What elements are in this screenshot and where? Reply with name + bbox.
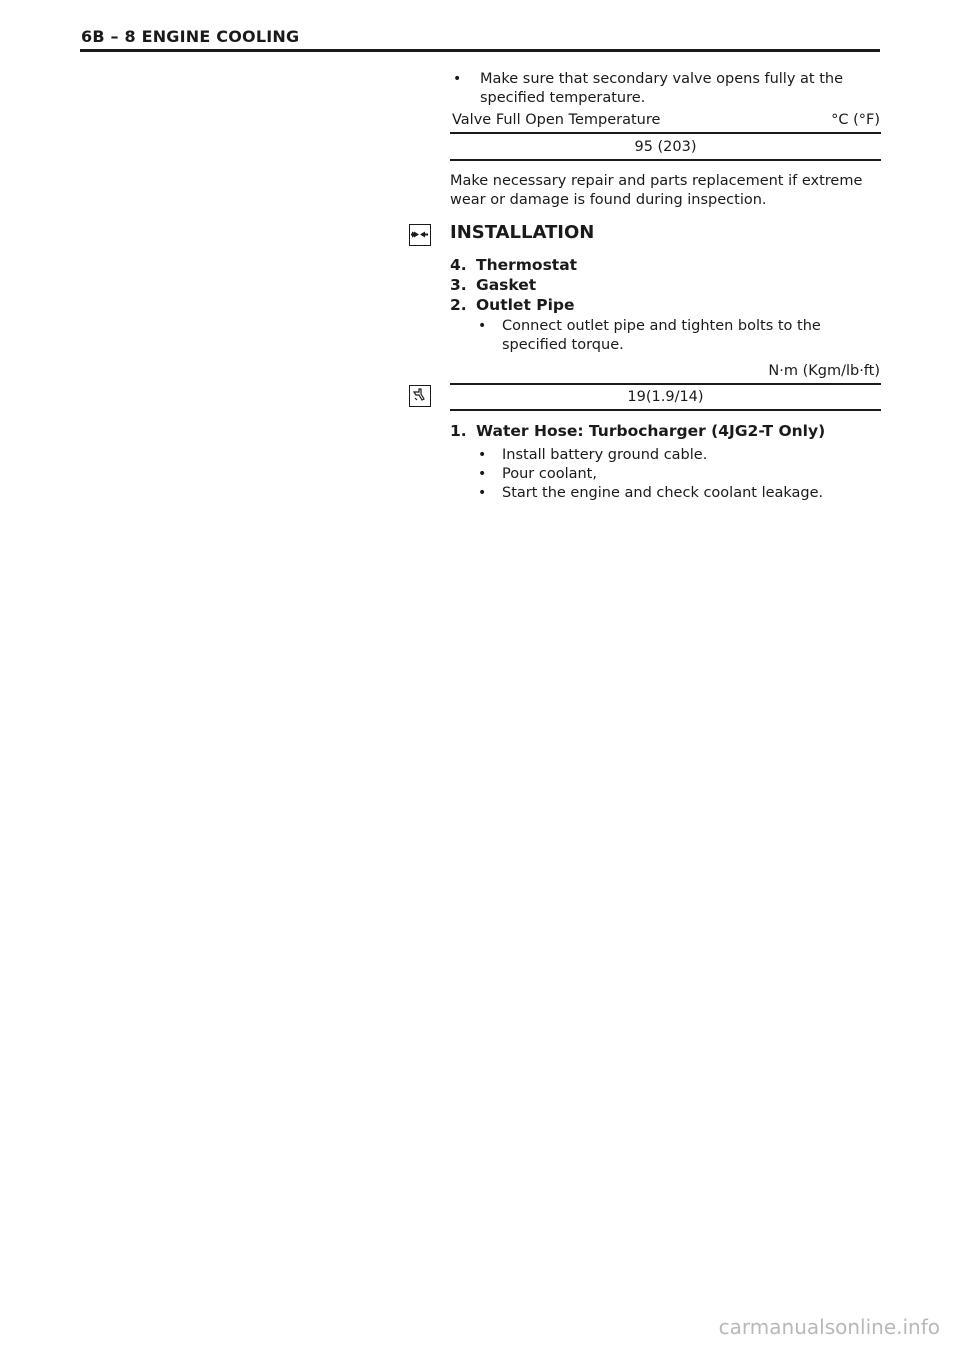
item-number: 4.	[450, 256, 467, 274]
inspection-note-line2: wear or damage is found during inspection.	[450, 192, 767, 208]
item-label: Gasket	[476, 276, 537, 294]
outlet-bullet-line2: specified torque.	[502, 337, 624, 353]
torque-rule-top	[450, 383, 881, 385]
bullet-dot: •	[478, 466, 487, 482]
inspection-bullet-line2: specified temperature.	[480, 90, 646, 106]
spec-table-rule-bottom	[450, 159, 881, 161]
torque-rule-bottom	[450, 409, 881, 411]
bullet-dot: •	[478, 318, 487, 334]
inspection-bullet-line1: Make sure that secondary valve opens fully at the	[480, 71, 844, 87]
final-bullet: Install battery ground cable.	[502, 447, 708, 463]
torque-wrench-icon	[409, 385, 431, 407]
install-arrows-icon	[409, 224, 431, 246]
spec-value: 95 (203)	[634, 139, 697, 155]
item-label: Water Hose: Turbocharger (4JG2-T Only)	[476, 422, 826, 440]
item-number: 2.	[450, 296, 467, 314]
item-number: 3.	[450, 276, 467, 294]
inspection-note-line1: Make necessary repair and parts replacement if extreme	[450, 173, 863, 189]
installation-heading: INSTALLATION	[450, 222, 595, 243]
page-title: 6B – 8 ENGINE COOLING	[81, 27, 300, 46]
list-item	[450, 296, 575, 314]
watermark: carmanualsonline.info	[718, 1315, 940, 1339]
spec-unit: °C (°F)	[831, 112, 880, 128]
item-label: Thermostat	[476, 256, 578, 274]
outlet-bullet-line1: Connect outlet pipe and tighten bolts to the	[502, 318, 821, 334]
list-item	[450, 422, 825, 440]
bullet-dot: •	[478, 485, 487, 501]
header-rule	[80, 49, 880, 52]
bullet-dot: •	[453, 71, 462, 87]
list-item	[450, 276, 536, 294]
spec-table-rule-top	[450, 132, 881, 134]
final-bullet: Pour coolant,	[502, 466, 597, 482]
item-label: Outlet Pipe	[476, 296, 575, 314]
torque-value: 19(1.9/14)	[627, 389, 704, 405]
item-number: 1.	[450, 422, 467, 440]
final-bullet: Start the engine and check coolant leakage.	[502, 485, 824, 501]
bullet-dot: •	[478, 447, 487, 463]
spec-label: Valve Full Open Temperature	[452, 112, 661, 128]
torque-unit: N·m (Kgm/lb·ft)	[768, 363, 880, 379]
list-item	[450, 256, 577, 274]
